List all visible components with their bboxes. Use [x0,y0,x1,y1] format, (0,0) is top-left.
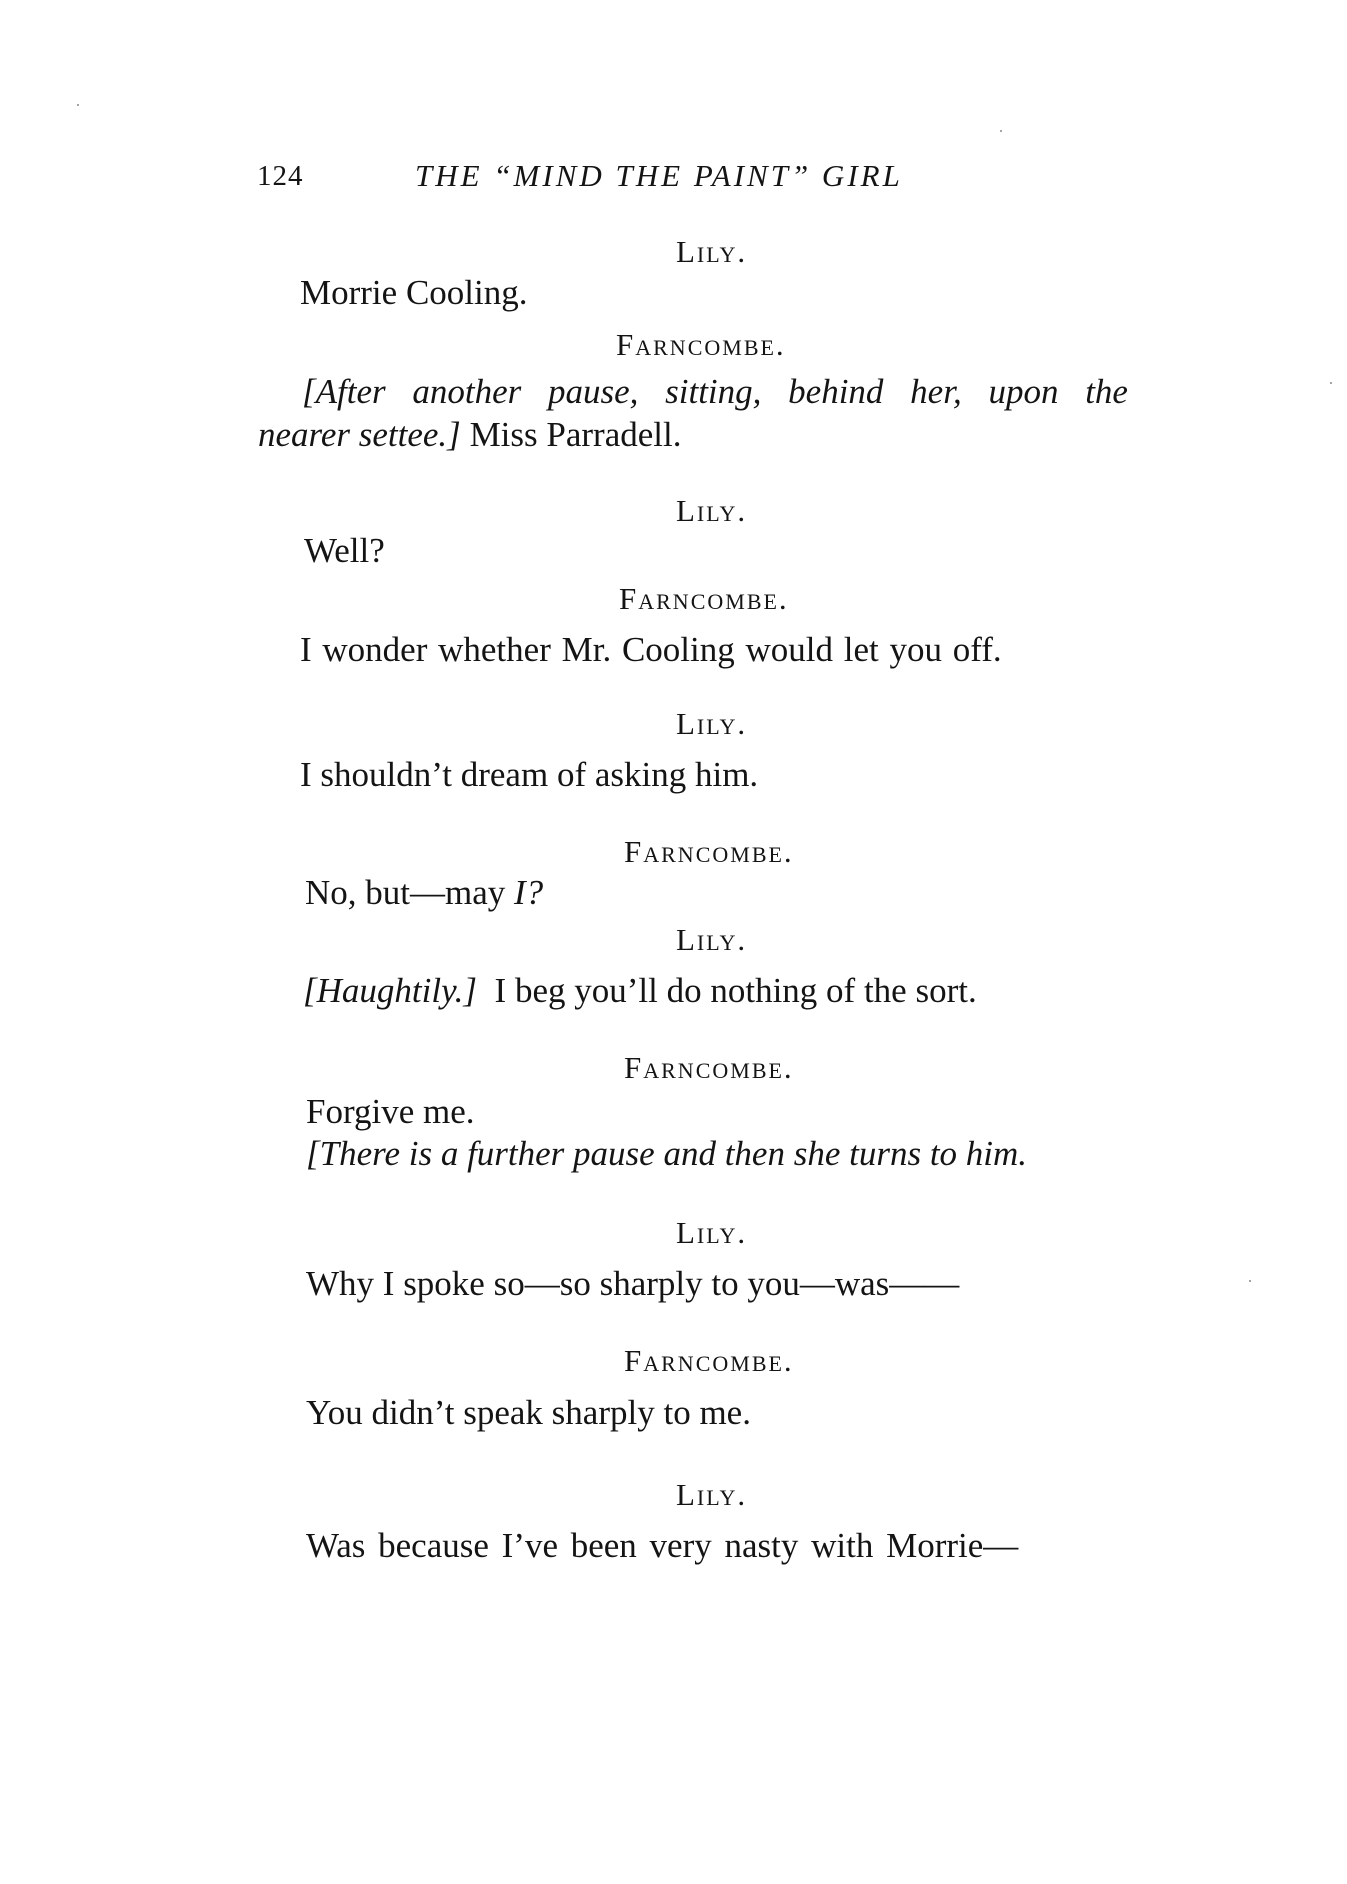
dialogue-line: No, but—may [305,873,515,912]
dialogue-line-wrap [305,875,543,910]
dialogue-line: I wonder whether Mr. Cooling would let you off. [300,630,1002,669]
speaker-name: Lily. [676,1477,748,1512]
paper-speck [1000,130,1002,132]
paper-speck [1249,1280,1251,1282]
speaker-name: Farncombe. [624,1343,794,1378]
paper-speck [77,104,79,106]
stage-direction: nearer settee.] [258,415,461,454]
speaker-name: Lily. [676,234,748,269]
speaker-name: Lily. [676,1215,748,1250]
dialogue-line: ? [525,873,544,912]
speaker-name: Lily. [676,493,748,528]
page-number: 124 [257,160,304,192]
dialogue-line: I beg you’ll do nothing of the sort. [494,971,977,1010]
dialogue-line: Well? [304,531,385,570]
dialogue-line-wrap [303,973,977,1008]
dialogue-line: Was because I’ve been very nasty with Morrie— [306,1526,1019,1565]
dialogue-line: Morrie Cooling. [300,273,528,312]
speaker-name: Farncombe. [624,1050,794,1085]
speaker-name: Farncombe. [624,834,794,869]
dialogue-line: I shouldn’t dream of asking him. [300,755,759,794]
speaker-name: Farncombe. [616,327,786,362]
stage-direction: [There is a further pause and then she turns to him. [306,1134,1028,1173]
dialogue-line-wrap [258,417,681,452]
speaker-name: Lily. [676,706,748,741]
dialogue-line: You didn’t speak sharply to me. [306,1393,751,1432]
dialogue-line: Forgive me. [306,1092,475,1131]
stage-direction: [After another pause, sitting, behind her, upon the [302,372,1128,411]
speaker-name: Lily. [676,922,748,957]
paper-speck [1330,382,1332,384]
speaker-name: Farncombe. [619,581,789,616]
dialogue-line: Miss Parradell. [469,415,682,454]
running-title: THE “MIND THE PAINT” GIRL [415,158,903,193]
dialogue-line: Why I spoke so—so sharply to you—was—— [306,1264,960,1303]
emphasis: I [514,873,526,912]
stage-direction: [Haughtily.] [303,971,478,1010]
